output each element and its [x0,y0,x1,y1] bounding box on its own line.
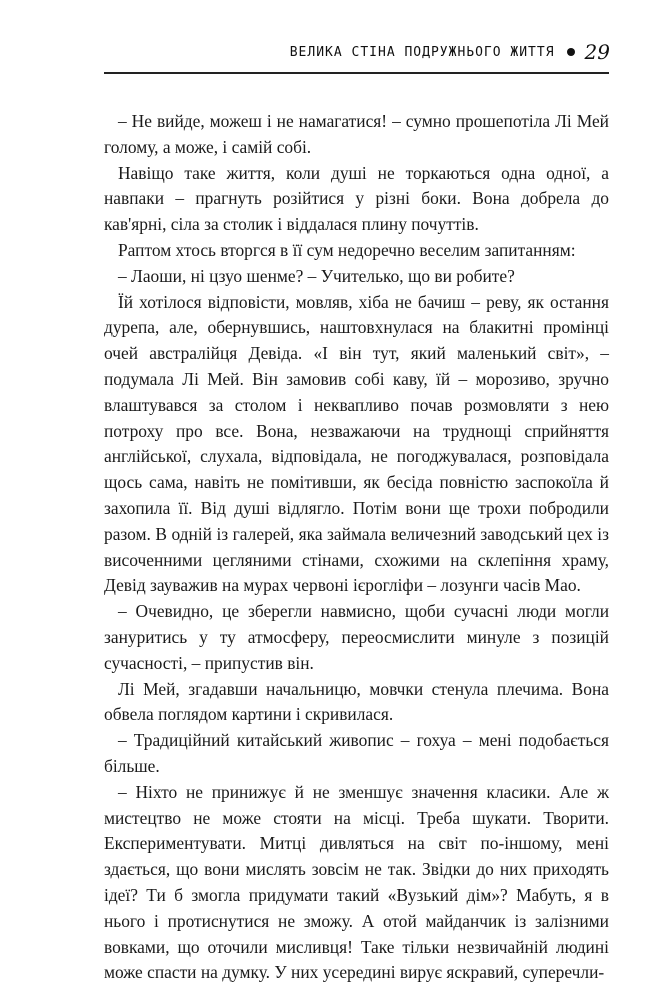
paragraph: – Лаоши, ні цзуо шенме? – Учителько, що ви робите? [118,265,515,286]
paragraph: Раптом хтось вторгся в її сум недоречно веселим запитанням: [118,239,576,260]
running-title: ВЕЛИКА СТІНА ПОДРУЖНЬОГО ЖИТТЯ [289,44,555,60]
paragraph: Лі Мей, згадавши начальницю, мовчки стенула плечима. Вона обвела поглядом картини і скривилася. [104,678,609,725]
paragraph: – Традиційний китайський живопис – гохуа – мені подобається більше. [104,730,609,776]
paragraph: Навіщо таке життя, коли душі не торкаються одна одної, а навпаки – прагнуть розійтися у різні боки. Вона добрела до кав'ярні, сіла за столик і віддалася плину почуттів. [104,162,609,235]
paragraph: – Ніхто не принижує й не зменшує значення класики. Але ж мистецтво не може стояти на місці. Треба шукати. Творити. Експериментувати. Митці дивляться на світ по-іншому, мені здається, що вони мислять зовсім не так. Звідки до них приходять ідеї? Ти б змогла придумати такий «Вузький дім»? Мабуть, я в нього і протиснутися не зможу. А отой майданчик із залізними вовками, що оточили мисливця! Таке тільки незвичайній людині може спасти на думку. У них усередині вирує яскравий, суперечли- [104,781,609,983]
page-number: 29 [584,40,610,64]
header-rule [104,72,609,74]
bullet-icon [567,48,575,56]
paragraph: – Не вийде, можеш і не намагатися! – сумно прошепотіла Лі Мей голому, а може, і самій собі. [104,111,609,157]
running-header [290,40,610,64]
paragraph: – Очевидно, це зберегли навмисно, щоби сучасні люди могли зануритись у ту атмосферу, переосмислити минуле з позицій сучасності, – припустив він. [104,601,609,673]
body-text [104,109,609,986]
paragraph: Їй хотілося відповісти, мовляв, хіба не бачиш – реву, як остання дурепа, але, обернувшись, наштовхнулася на блакитні промінці очей австралійця Девіда. «І він тут, який маленький світ», – подумала Лі Мей. Він замовив собі каву, їй – морозиво, зручно влаштувався за столом і неквапливо почав розмовляти з нею потроху про все. Вона, незважаючи на труднощі сприйняття англійської, слухала, відповідала, не погоджувалася, розповідала щось сама, навіть не помітивши, як бесіда повністю заспокоїла й захопила її. Від душі відлягло. Потім вони ще трохи побродили разом. В одній із галерей, яка займала величезний заводський цех із височенними цегляними стінами, схожими на склепіння храму, Девід зауважив на мурах червоні ієрогліфи – лозунги часів Мао. [104,291,609,596]
